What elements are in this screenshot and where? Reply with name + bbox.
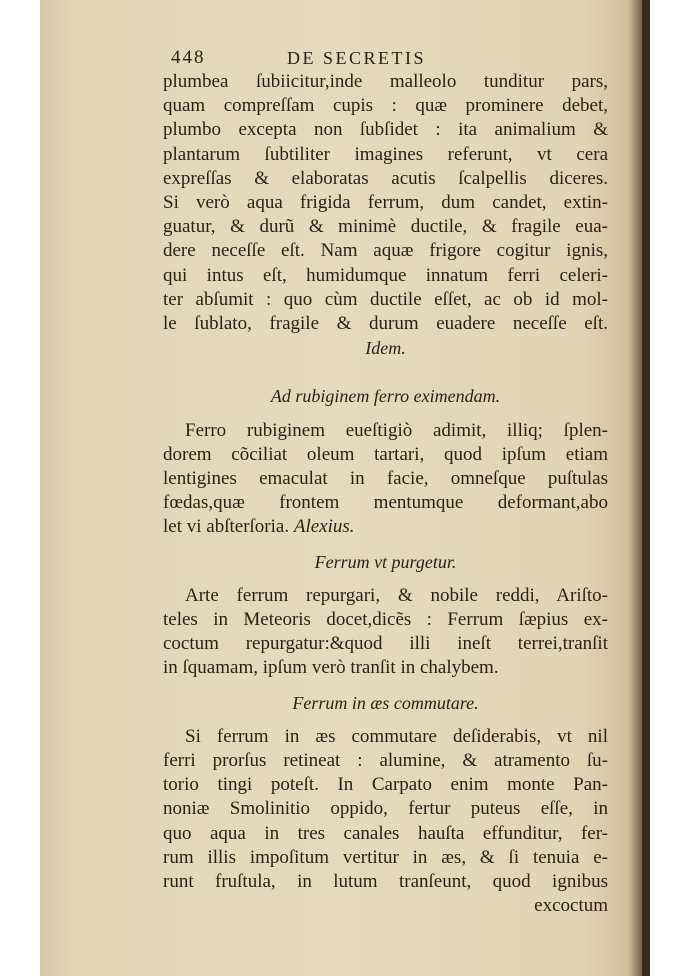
text-line: Si ferrum in æs commutare deſiderabis, vt nil [185, 725, 608, 747]
section-2 [163, 384, 608, 539]
text-line: plumbea ſubiicitur,inde malleolo tunditur pars, [163, 71, 608, 92]
section-4 [163, 691, 608, 919]
section-3 [163, 550, 608, 681]
text-line: torio tingi poteſt. In Carpato enim monte Pan- [163, 774, 608, 796]
text-line: coctum repurgatur:&quod illi ineſt terrei,tranſit [163, 633, 608, 655]
text-line: guatur, & durũ & minimè ductile, & fragile eua- [163, 216, 608, 238]
book-edge [642, 0, 650, 976]
page-header [163, 40, 608, 70]
text-line: dere neceſſe eſt. Nam aquæ frigore cogitur ignis, [163, 240, 608, 262]
section-1 [163, 70, 608, 360]
text-line: ter abſumit : quo cùm ductile eſſet, ac ob id mol- [163, 288, 608, 310]
text-line: runt fruſtula, in lutum tranſeunt, quod ignibus [163, 871, 608, 893]
text-line: rum illis impoſitum vertitur in æs, & ſi tenuia e- [163, 846, 608, 868]
running-title: DE SECRETIS [287, 48, 427, 68]
text-line: Arte ferrum repurgari, & nobile reddi, Ariſto- [185, 584, 608, 606]
text-line: qui intus eſt, humidumque innatum ferri celeri- [163, 264, 608, 286]
text-line-with-attribution [163, 515, 608, 539]
text-line: expreſſas & elaboratas acutis ſcalpellis diceres. [163, 167, 608, 189]
text-line: plumbo excepta non ſubſidet : ita animalium & [163, 119, 608, 141]
text-line: quam compreſſam cupis : quæ prominere debet, [163, 95, 608, 117]
text-line: Si verò aqua frigida ferrum, dum candet, extin- [163, 192, 608, 214]
text-line: teles in Meteoris docet,dicẽs : Ferrum ſæpius ex- [163, 609, 608, 631]
page-number: 448 [171, 47, 206, 68]
text-line: noniæ Smolinitio oppido, fertur puteus eſſe, in [163, 798, 608, 820]
text-line: quo aqua in tres canales hauſta effunditur, fer- [163, 822, 608, 844]
section-heading: Ferrum in æs commutare. [292, 692, 479, 713]
text-line: ferri prorſus retineat : alumine, & atramento ſu- [163, 750, 608, 772]
text-block [163, 40, 608, 919]
text-line: dorem cõciliat oleum tartari, quod ipſum etiam [163, 443, 608, 465]
text-line: Ferro rubiginem eueſtigiò adimit, illiq; ſplen- [185, 419, 608, 441]
book-page [40, 0, 642, 976]
text-line: fœdas,quæ frontem mentumque deformant,abo [163, 492, 608, 514]
text-line: lentigines emaculat in facie, omneſque puſtulas [163, 468, 608, 490]
page-gutter-shadow [628, 0, 642, 976]
text-line: le ſublato, fragile & durum euadere neceſſe eſt. [163, 313, 608, 335]
attribution-idem: Idem. [365, 338, 406, 359]
attribution-alexius: Alexius. [293, 516, 355, 538]
text-line: let vi abſterſoria. [163, 516, 290, 538]
section-heading: Ferrum vt purgetur. [314, 551, 457, 572]
text-line: in ſquamam, ipſum verò tranſit in chalybem. [163, 657, 499, 679]
catchword: excoctum [534, 895, 608, 917]
text-line: plantarum ſubtiliter imagines referunt, vt cera [163, 143, 608, 165]
section-heading: Ad rubiginem ferro eximendam. [270, 386, 501, 407]
